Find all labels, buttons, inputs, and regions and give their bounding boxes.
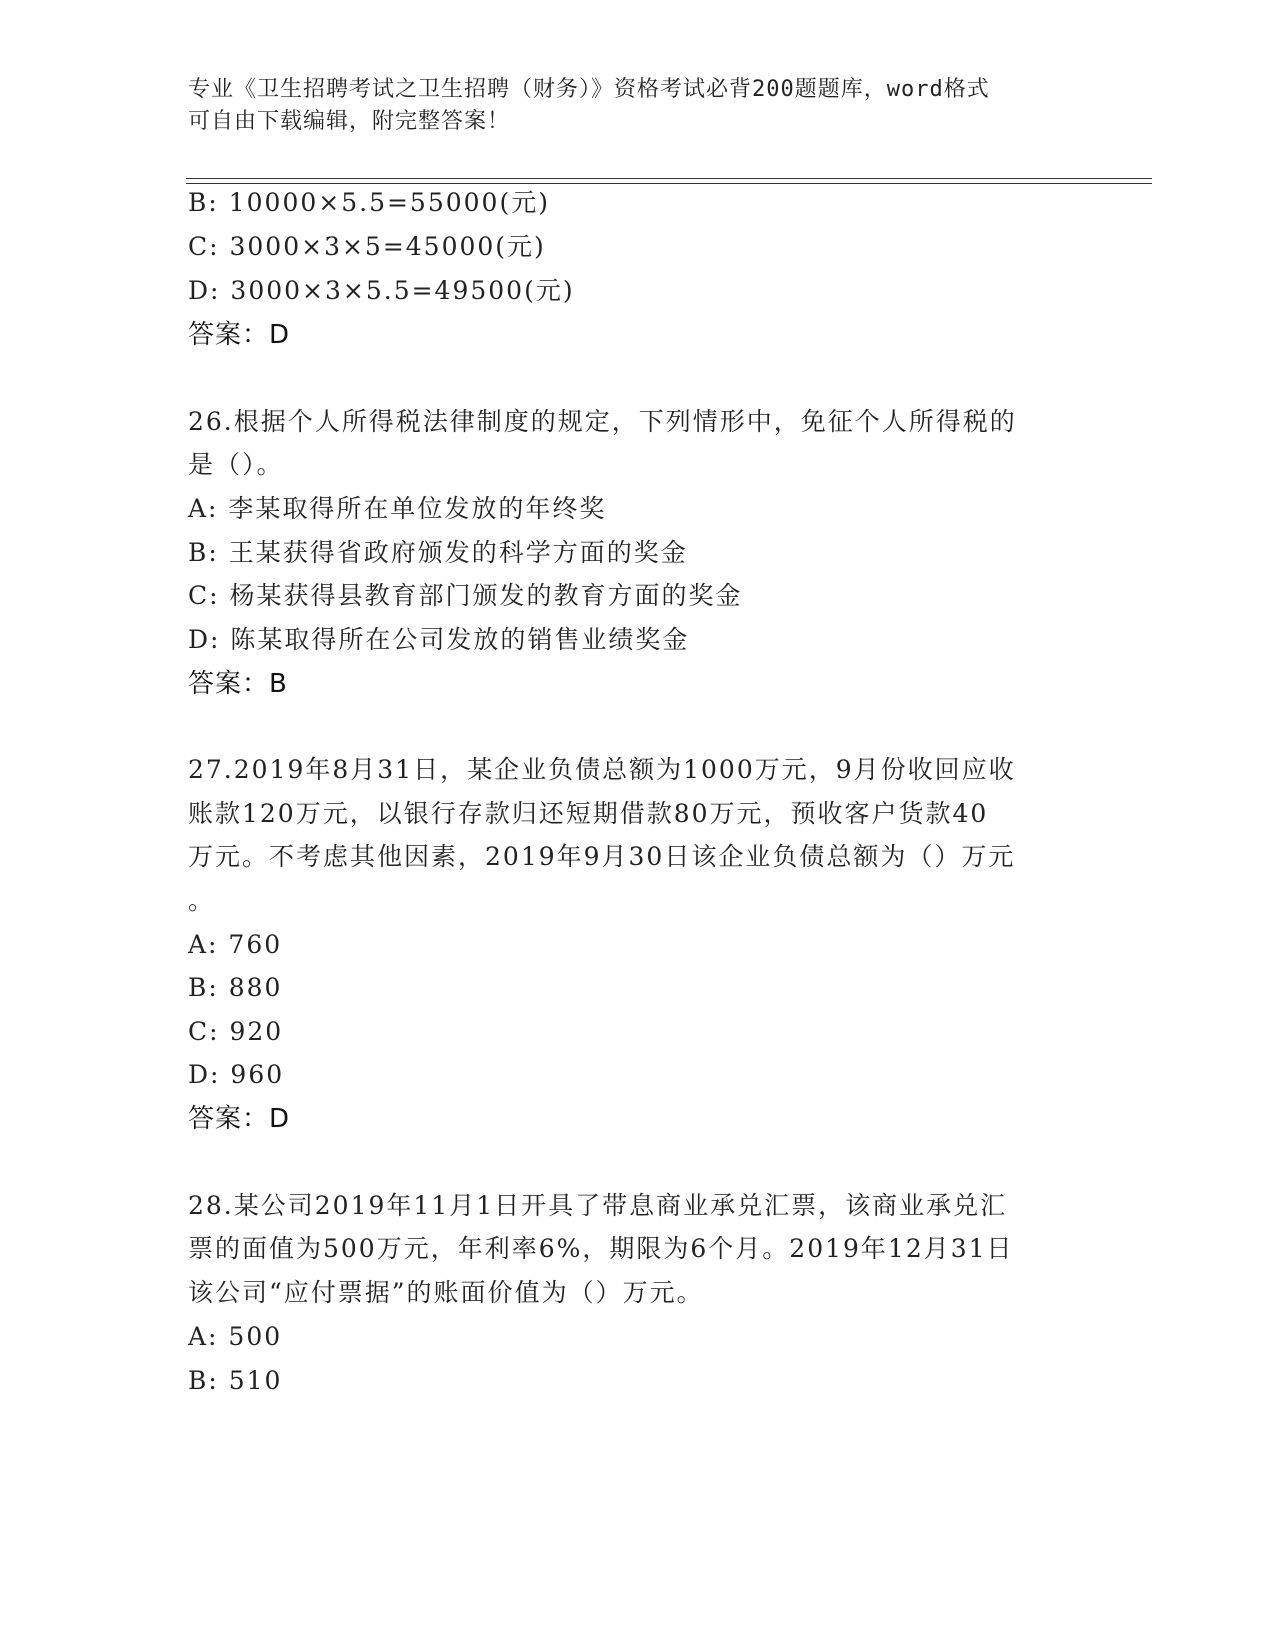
q26-stem-line2: 是（）。 xyxy=(188,450,284,479)
q25-option-c: C: 3000×3×5=45000(元) xyxy=(188,232,546,261)
q27-option-b: B: 880 xyxy=(188,973,283,1002)
q26-stem-line1: 26.根据个人所得税法律制度的规定，下列情形中，免征个人所得税的 xyxy=(188,407,1017,436)
q26-option-b: B: 王某获得省政府颁发的科学方面的奖金 xyxy=(188,538,688,567)
header-title-line2: 可自由下载编辑，附完整答案！ xyxy=(188,109,511,134)
q27-stem-line3: 万元。不考虑其他因素，2019年9月30日该企业负债总额为（）万元 xyxy=(188,842,1016,871)
header-divider-top xyxy=(186,178,1152,179)
q27-option-d: D: 960 xyxy=(188,1060,285,1089)
q28-option-a: A: 500 xyxy=(188,1322,283,1351)
document-header xyxy=(188,74,1088,138)
q26-option-c: C: 杨某获得县教育部门颁发的教育方面的奖金 xyxy=(188,581,743,610)
q28-stem-line3: 该公司“应付票据”的账面价值为（）万元。 xyxy=(188,1278,704,1307)
header-title-line1: 专业《卫生招聘考试之卫生招聘（财务）》资格考试必背200题题库，word格式 xyxy=(188,77,990,102)
q27-stem-line1: 27.2019年8月31日，某企业负债总额为1000万元，9月份收回应收 xyxy=(188,755,1016,784)
q28-stem-line1: 28.某公司2019年11月1日开具了带息商业承兑汇票，该商业承兑汇 xyxy=(188,1191,1008,1220)
q27-option-a: A: 760 xyxy=(188,930,283,959)
q25-option-d: D: 3000×3×5.5=49500(元) xyxy=(188,276,575,305)
q25-option-b: B: 10000×5.5=55000(元) xyxy=(188,188,550,217)
q28-option-b: B: 510 xyxy=(188,1366,283,1395)
q26-option-d: D: 陈某取得所在公司发放的销售业绩奖金 xyxy=(188,625,690,654)
q28-stem-line2: 票的面值为500万元，年利率6%，期限为6个月。2019年12月31日 xyxy=(188,1234,1014,1263)
q26-option-a: A: 李某取得所在单位发放的年终奖 xyxy=(188,494,607,523)
q25-answer: 答案：D xyxy=(188,320,291,350)
q27-answer: 答案：D xyxy=(188,1104,291,1134)
q26-answer: 答案：B xyxy=(188,669,288,699)
q27-option-c: C: 920 xyxy=(188,1017,284,1046)
header-divider-bottom xyxy=(186,183,1152,184)
q27-stem-line2: 账款120万元，以银行存款归还短期借款80万元，预收客户货款40 xyxy=(188,799,989,828)
q27-stem-line4: 。 xyxy=(188,886,216,915)
